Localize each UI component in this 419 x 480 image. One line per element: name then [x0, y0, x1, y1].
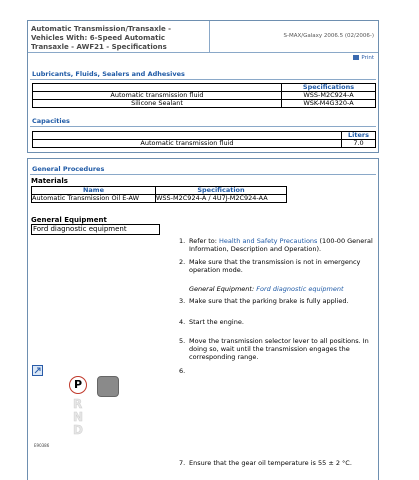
lubricants-heading: Lubricants, Fluids, Sealers and Adhesives	[32, 70, 185, 78]
liters-header: Liters	[342, 132, 376, 140]
specification-header: Specification	[156, 187, 287, 195]
gear-r-letter: R	[73, 397, 83, 411]
title-line-2: Vehicles With: 6-Speed Automatic	[31, 34, 165, 42]
printer-icon	[353, 55, 359, 60]
title-line-3: Transaxle - AWF21 - Specifications	[31, 43, 167, 51]
title-line-1: Automatic Transmission/Transaxle -	[31, 25, 172, 33]
equipment-item: Ford diagnostic equipment	[31, 224, 160, 235]
table-row	[32, 195, 287, 203]
material-spec: WSS-M2C924-A / 4U7J-M2C924-AA	[156, 195, 287, 203]
selector-lever	[97, 376, 119, 397]
gear-d-letter: D	[73, 423, 83, 437]
health-safety-link[interactable]: Health and Safety Precautions	[219, 237, 318, 245]
header-bar	[28, 21, 378, 53]
specifications-panel	[27, 20, 379, 153]
procedures-panel: General Procedures Materials Name Specification Automatic Transmission Oil E-AW WSS-M2C924-A / 4U7J-M2C924-AA General Equipment Ford diagnostic equipment 1. Refer to: Health and Safety Precautions (100-00 General Information, Description and Operation). 2. Make sure that the transmission is not in emergency operation mode. General Equipment: Ford diagnostic equipment 3. Make sure that the parking brake is fully applied. 4. Start the engine. 5. Move the transmission selector lever to all positions. In doing so, wait until the transmission engages the corresponding range. 6. P R N D E90386 7. Ensure that the gear oil temperature is 55 ± 2 °C.	[27, 158, 379, 480]
capacities-heading: Capacities	[32, 117, 70, 125]
step-1: 1. Refer to: Health and Safety Precautions (100-00 General Information, Description and Operation).	[179, 237, 373, 253]
materials-table	[31, 186, 287, 203]
name-header: Name	[32, 187, 156, 195]
general-procedures-heading: General Procedures	[32, 165, 105, 173]
capacity-name: Automatic transmission fluid	[33, 140, 342, 148]
equipment-note: General Equipment: Ford diagnostic equipment	[189, 285, 344, 293]
section-rule	[30, 126, 376, 127]
step-3: 3. Make sure that the parking brake is fully applied.	[179, 297, 349, 305]
gear-selector-illustration	[68, 374, 128, 444]
step-2: 2. Make sure that the transmission is not in emergency operation mode.	[179, 258, 361, 274]
page-title	[31, 25, 206, 52]
header-divider	[209, 21, 210, 52]
fluid-spec: WSS-M2C924-A	[282, 92, 376, 100]
model-label: S-MAX/Galaxy 2006.5 (02/2006-)	[283, 33, 374, 39]
print-button[interactable]	[353, 55, 374, 61]
fluid-name: Silicone Sealant	[33, 100, 282, 108]
step-7: 7. Ensure that the gear oil temperature is 55 ± 2 °C.	[179, 459, 352, 467]
ford-diagnostic-link[interactable]: Ford diagnostic equipment	[256, 285, 344, 293]
gear-n-letter: N	[73, 410, 84, 424]
fluid-spec: WSK-M4G320-A	[282, 100, 376, 108]
step-4: 4. Start the engine.	[179, 318, 244, 326]
table-row	[33, 100, 376, 108]
material-name: Automatic Transmission Oil E-AW	[32, 195, 156, 203]
materials-heading: Materials	[31, 177, 68, 185]
illustration-code: E90386	[34, 443, 50, 448]
expand-image-icon[interactable]	[32, 365, 43, 376]
step-5: 5. Move the transmission selector lever to all positions. In doing so, wait until the transmission engages the corresponding range.	[179, 337, 369, 361]
capacity-value: 7.0	[342, 140, 376, 148]
lubricants-table	[32, 83, 376, 108]
section-rule	[30, 174, 376, 175]
fluid-name: Automatic transmission fluid	[33, 92, 282, 100]
specifications-header: Specifications	[282, 84, 376, 92]
capacities-table	[32, 131, 376, 148]
section-rule	[30, 79, 376, 80]
general-equipment-heading: General Equipment	[31, 216, 107, 224]
print-label: Print	[361, 55, 374, 61]
table-row	[33, 140, 376, 148]
gear-p-letter: P	[69, 376, 87, 394]
